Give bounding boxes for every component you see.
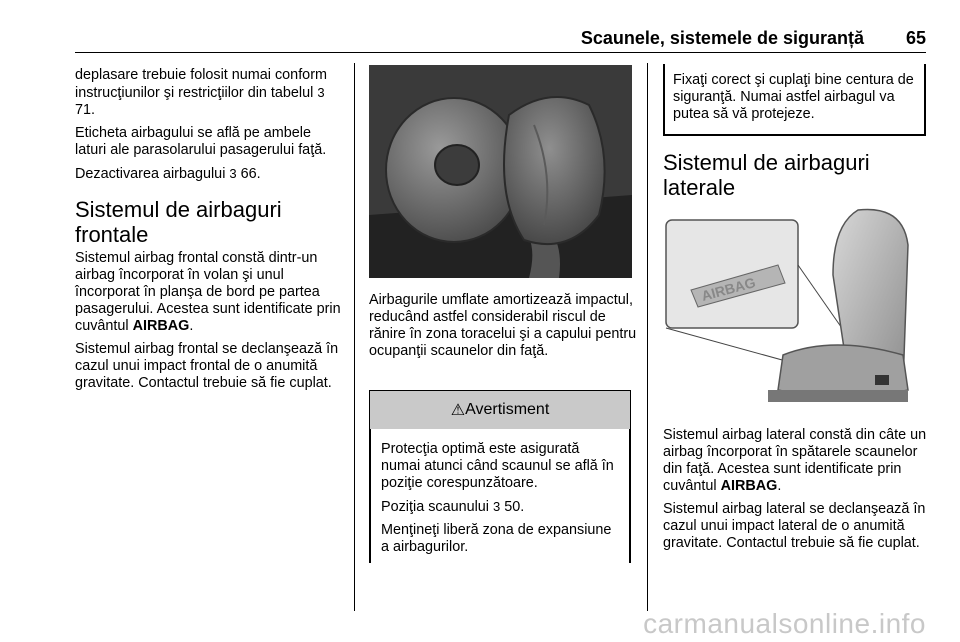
airbag-label: AIRBAG (699, 274, 758, 304)
reference-arrow-icon: 3 (493, 499, 501, 514)
side-airbag-seat-illustration (663, 205, 926, 415)
figure-caption: Airbagurile umflate amortizează impactul, reducând astfel considerabil riscul de rănire în zona toracelui şi a capului pentru ocupanţii scaunelor din faţă. (369, 292, 637, 359)
footer-watermark: carmanualsonline.info (643, 608, 926, 639)
paragraph: Eticheta airbagului se află pe ambele laturi ale parasolarului pasagerului faţă. (75, 125, 327, 158)
page-header (75, 28, 926, 52)
section-heading: Sistemul de airbaguri laterale (663, 150, 870, 200)
seat-figure (663, 205, 926, 415)
page-title: Scaunele, sistemele de siguranță (580, 28, 864, 48)
column-3 (663, 427, 931, 558)
airbag-front-figure (369, 65, 632, 278)
paragraph: Sistemul airbag lateral se declanşează în cazul unui impact lateral de o anumită gravitate. Contactul trebuie să fie cuplat. (663, 501, 926, 551)
header-rule (75, 52, 926, 53)
page-link[interactable]: 50. (504, 499, 525, 515)
paragraph: Sistemul airbag frontal constă dintr-un airbag încorporat în volan şi unul încorporat în planşa de bord pe partea pasagerului. Acestea sunt identificate prin cuvântul AIRBAG. (75, 250, 341, 334)
column-3-heading-wrap (663, 136, 928, 203)
warning-icon: ⚠ (450, 402, 466, 419)
note-box (663, 64, 926, 136)
column-2 (369, 292, 637, 366)
paragraph: Menţineţi liberă zona de expansiune a airbagurilor. (381, 522, 612, 555)
column-divider-2 (647, 63, 648, 611)
paragraph: Poziţia scaunului 3 50. (381, 499, 525, 515)
paragraph: Protecţia optimă este asigurată numai atunci când scaunul se află în poziţie corespunzătoare. (381, 441, 614, 491)
paragraph: Sistemul airbag lateral constă din câte un airbag încorporat în spătarele scaunelor din faţă. Acestea sunt identificate prin cuvântul AIRBAG. (663, 427, 927, 494)
column-1 (75, 67, 341, 398)
warning-box (369, 390, 631, 562)
paragraph: Sistemul airbag frontal se declanşează în cazul unui impact frontal de o anumită gravitate. Contactul trebuie să fie cuplat. (75, 341, 339, 391)
reference-arrow-icon: 3 (317, 85, 325, 100)
paragraph: deplasare trebuie folosit numai conform instrucţiunilor şi restricţiilor din tabelul 3 71. (75, 67, 327, 118)
page-link[interactable]: 71. (75, 102, 96, 118)
column-divider-1 (354, 63, 355, 611)
page-number: 65 (905, 28, 926, 48)
warning-header (369, 390, 631, 429)
page-link[interactable]: 66. (240, 166, 261, 182)
note-text: Fixaţi corect şi cuplaţi bine centura de siguranţă. Numai astfel airbagul va putea să vă protejeze. (673, 72, 914, 122)
front-airbags-illustration (369, 65, 632, 278)
warning-title: Avertisment (465, 401, 550, 418)
paragraph: Dezactivarea airbagului 3 66. (75, 166, 261, 182)
reference-arrow-icon: 3 (229, 166, 237, 181)
warning-body (369, 429, 631, 563)
section-heading: Sistemul de airbaguri frontale (75, 197, 282, 247)
